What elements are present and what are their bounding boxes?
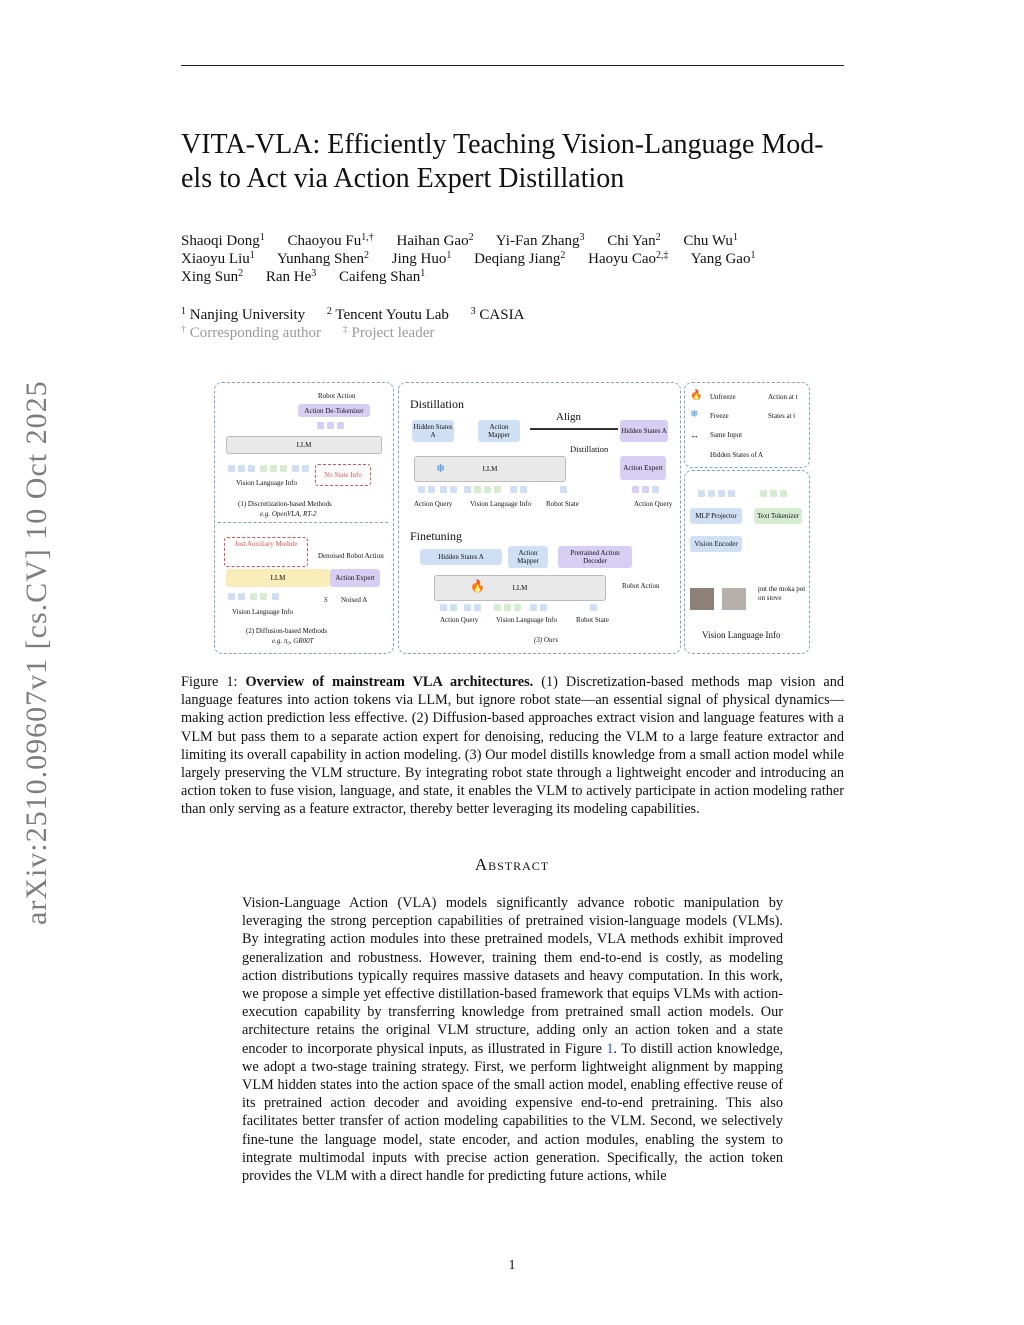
hidden-states-box: Hidden States A <box>412 420 454 442</box>
author-row <box>181 232 774 250</box>
title-line-2: els to Act via Action Expert Distillation <box>181 163 625 194</box>
panel2-caption: (2) Diffusion-based Methods <box>246 627 328 635</box>
action-expert-box: Action Expert <box>330 569 380 587</box>
token <box>780 490 787 497</box>
token <box>260 465 267 472</box>
freeze-legend: Freeze <box>710 412 729 420</box>
token <box>464 486 471 493</box>
author: Chi Yan$^2$ <box>607 232 661 249</box>
encoder-panel <box>684 470 810 654</box>
author-notes <box>181 324 542 342</box>
token <box>238 465 245 472</box>
author: Chu Wu$^1$ <box>683 232 738 249</box>
align-label: Align <box>556 411 582 423</box>
abstract-heading: Abstract <box>474 855 550 874</box>
title-line-1: VITA-VLA: Efficiently Teaching Vision-Language Mod- <box>181 129 824 160</box>
panel1-divider <box>218 522 388 523</box>
page-number: 1 <box>508 1258 516 1273</box>
robot-state-label: Robot State <box>546 500 579 508</box>
vision-language-info-label-3: Vision Language Info <box>470 500 532 508</box>
vision-language-info-label: Vision Language Info <box>236 479 298 487</box>
hidden-states-box-2: Hidden States A <box>620 420 668 442</box>
author: Jing Huo$^1$ <box>391 250 452 267</box>
author: Chaoyou $Fu^{1,\dagger}$ <box>287 232 374 249</box>
affiliation: $^2$ Tencent Youtu Lab <box>326 306 449 323</box>
figure-reference-link[interactable]: 1 <box>606 1040 614 1057</box>
author: Xing Sun$^2$ <box>181 268 244 285</box>
token <box>760 490 767 497</box>
state-legend: States at t <box>768 412 796 420</box>
affiliation: $^1$ Nanjing University <box>181 306 306 323</box>
state-label: S <box>324 596 328 604</box>
token <box>302 465 309 472</box>
panel1-examples: e.g. OpenVLA, RT-2 <box>260 510 317 518</box>
token <box>270 465 277 472</box>
author: Yi-Fan Zhang$^3$ <box>495 232 585 249</box>
vision-language-info-label-2: Vision Language Info <box>232 608 294 616</box>
vision-language-info-label-4: Vision Language Info <box>496 616 558 624</box>
token <box>474 486 481 493</box>
observation-image-2 <box>722 588 746 610</box>
vision-encoder-box: Vision Encoder <box>690 536 742 552</box>
distillation-heading: Distillation <box>410 397 464 411</box>
token <box>520 486 527 493</box>
same-input-legend: Same Input <box>710 431 743 439</box>
author: Yunhang Shen$^2$ <box>276 250 370 267</box>
llm-box-2: LLM <box>226 569 330 587</box>
panel3-caption: (3) Ours <box>534 636 558 644</box>
affiliation: $^3$ CASIA <box>470 306 525 323</box>
token <box>238 593 245 600</box>
author: Yang Gao$^1$ <box>690 250 756 267</box>
panel2-examples: e.g. π₀, GR00T <box>272 637 314 645</box>
author: Haihan Gao$^2$ <box>396 232 474 249</box>
llm-box-4: LLM <box>434 575 606 601</box>
action-expert-box-2: Action Expert <box>620 456 666 480</box>
task-instruction: put the moka pot on stove <box>758 585 806 602</box>
token <box>418 486 425 493</box>
abstract-text-2: . To distill action knowledge, we adopt a two-stage training strategy. First, we perform lightweight alignment by mapping VLM hidden states into the action space of the small action model, enabling effective reuse of its pretrained action decoder and avoiding expensive end-to-end pretraining. This also facilitates better transfer of action modeling capabilities to the VLM. Second, we selectively fine-tune the language model, state encoder, and action modules, enabling the system to integrate multimodal inputs with precise action generation. Specifically, the action token provides the VLM with a direct handle for predicting future actions, while <box>242 1040 783 1185</box>
freeze-icon: ❄ <box>436 463 446 475</box>
caption-label: Figure 1: <box>181 674 238 690</box>
action-legend: Action at t <box>768 393 798 401</box>
token <box>474 604 481 611</box>
token <box>228 465 235 472</box>
author: Xiaoyu Liu$^1$ <box>181 250 255 267</box>
token <box>540 604 547 611</box>
token <box>428 486 435 493</box>
token <box>248 465 255 472</box>
observation-image <box>690 588 714 610</box>
action-query-label: Action Query <box>414 500 453 508</box>
arxiv-identifier: arXiv:2510.09607v1 [cs.CV] 10 Oct 2025 <box>20 380 53 925</box>
author: Shaoqi Dong$^1$ <box>181 232 265 249</box>
token <box>590 604 597 611</box>
auxiliary-module-box: Just Auxiliary Module <box>224 537 308 567</box>
token <box>530 604 537 611</box>
author: Ran He$^3$ <box>265 268 317 285</box>
action-query-label-3: Action Query <box>440 616 479 624</box>
token <box>440 604 447 611</box>
action-decoder-box: Pretrained Action Decoder <box>558 546 632 568</box>
author-row <box>181 268 774 286</box>
text-tokenizer-box: Text Tokenizer <box>754 508 802 524</box>
noised-action-label: Noised A <box>341 596 368 604</box>
token <box>510 486 517 493</box>
token <box>718 490 725 497</box>
token <box>504 604 511 611</box>
action-mapper-box: Action Mapper <box>478 420 520 442</box>
align-arrow <box>530 428 618 430</box>
llm-box: LLM <box>226 436 382 454</box>
action-query-label-2: Action Query <box>634 500 673 508</box>
token <box>484 486 491 493</box>
hidden-states-legend: Hidden States of A <box>710 451 764 459</box>
panel1-caption: (1) Discretization-based Methods <box>238 500 332 508</box>
token <box>272 593 279 600</box>
token <box>450 486 457 493</box>
robot-state-label-2: Robot State <box>576 616 609 624</box>
no-state-info-box: No State Info <box>315 464 371 486</box>
token <box>494 486 501 493</box>
token <box>770 490 777 497</box>
robot-action-label: Robot Action <box>318 392 356 400</box>
token <box>327 422 334 429</box>
abstract-body <box>242 894 783 1185</box>
token <box>337 422 344 429</box>
token <box>652 486 659 493</box>
action-mapper-box-2: Action Mapper <box>508 546 548 568</box>
token <box>228 593 235 600</box>
llm-box-3: LLM <box>414 456 566 482</box>
unfreeze-icon: 🔥 <box>470 579 485 593</box>
token <box>250 593 257 600</box>
double-arrow-icon: ↔ <box>690 430 699 440</box>
token <box>260 593 267 600</box>
top-rule <box>181 65 844 66</box>
vision-language-info-label-5: Vision Language Info <box>702 630 781 640</box>
affiliation-row <box>181 306 542 324</box>
figure-1 <box>214 382 810 654</box>
token <box>450 604 457 611</box>
token <box>317 422 324 429</box>
token <box>464 604 471 611</box>
figure-caption <box>181 673 844 819</box>
mlp-projector-box: MLP Projector <box>690 508 742 524</box>
author-list <box>181 232 774 286</box>
token <box>632 486 639 493</box>
corresponding-note: † Corresponding author <box>181 324 321 341</box>
token <box>560 486 567 493</box>
affiliations <box>181 306 542 342</box>
token <box>728 490 735 497</box>
author: Deqiang Jiang$^2$ <box>474 250 566 267</box>
unfreeze-legend: Unfreeze <box>710 393 736 401</box>
leader-note: ‡ Project leader <box>342 324 435 341</box>
finetuning-heading: Finetuning <box>410 529 463 543</box>
denoised-robot-action-label: Denoised Robot Action <box>318 552 384 560</box>
distillation-label: Distillation <box>570 444 609 454</box>
token <box>708 490 715 497</box>
hidden-states-box-3: Hidden States A <box>420 549 502 565</box>
robot-action-label-2: Robot Action <box>622 582 660 590</box>
author: Haoyu Cao$^{2,\ddagger}$ <box>588 250 669 267</box>
snowflake-icon: ❄ <box>690 409 699 420</box>
fire-icon: 🔥 <box>690 390 703 401</box>
token <box>514 604 521 611</box>
token <box>642 486 649 493</box>
token <box>280 465 287 472</box>
author-row <box>181 250 774 268</box>
token <box>698 490 705 497</box>
token <box>292 465 299 472</box>
token <box>440 486 447 493</box>
paper-title <box>181 128 851 196</box>
detokenizer-box: Action De-Tokenizer <box>298 404 370 417</box>
author: Caifeng Shan$^1$ <box>339 268 426 285</box>
token <box>494 604 501 611</box>
abstract-text: Vision-Language Action (VLA) models significantly advance robotic manipulation by leveraging the strong perception capabilities of pretrained vision-language models (VLMs). By integrating action modules into these pretrained models, VLA methods exhibit improved generalization and robustness. However, training them end-to-end is costly, as modeling action distributions typically requires massive datasets and heavy computation. In this work, we propose a simple yet effective distillation-based framework that equips VLMs with action-execution capability by transferring knowledge from pretrained small action models. Our architecture retains the original VLM structure, adding only an action token and a state encoder to incorporate physical inputs, as illustrated in Figure <box>242 895 783 1057</box>
caption-text: (1) Discretization-based methods map vision and language features into action tokens via LLM, but ignore robot state—an essential signal of physical dynamics—making action prediction less effective. (2) Diffusion-based approaches extract vision and language features with a VLM but pass them to a separate action expert for denoising, reducing the VLM to a large feature extractor and limiting its overall capability in action modeling. (3) Our model distills knowledge from a small action model while largely preserving the VLM structure. By integrating robot state through a lightweight encoder and introducing an action token to fuse vision, language, and state, it enables the VLM to actively participate in action modeling rather than only serving as a feature extractor, thereby better leveraging its modeling capabilities. <box>181 674 844 818</box>
caption-title: Overview of mainstream VLA architectures. <box>245 674 534 690</box>
